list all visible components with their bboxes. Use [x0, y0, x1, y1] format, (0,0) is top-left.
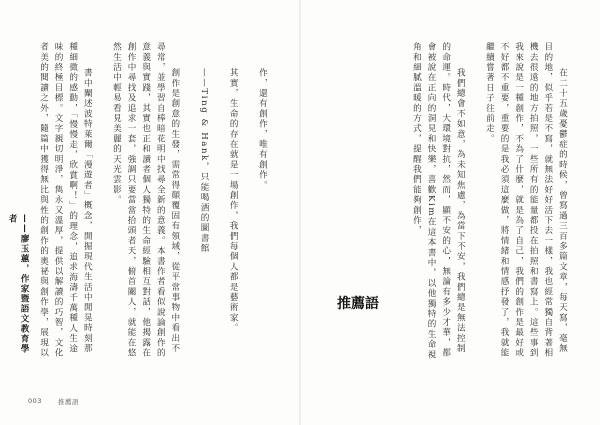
page-number-left: 003 [28, 397, 42, 405]
right-paragraph-1: 在二十五歲憂鬱症的時候，曾寫過三百多篇文章，每天寫，毫無目的地，似乎若是不寫，就無法好好活下去一樣，我也經常獨自背著相機去很遠的地方拍照，一些所有的能量都投在拍照和書寫上。這些事到我來說是一種創作，不為了什麼，就是為了自己，我們的創作是最好或不好都不重要，重要的是我必須這麼做，將情緒和情感抒發了，我就能繼續嘗著日子往前走。 [484, 42, 568, 359]
right-paragraph-2: 我們總會不如意，為未知焦慮，為當下不安，我們總是無法控制的命運。時代，大環境對抗，然而，顯不安的心，無論有多少才華，都會被說在正向的洞見和快樂，喜歡Kim在這本書中，以他獨特的生命視角和細膩溫暖的方式，提醒我們能夠創作， [411, 42, 466, 360]
left-quote-attribution-1: ——Ting & Hank，只能喝酒的圖書館 [199, 68, 210, 254]
running-title-left: 推薦語 [58, 398, 79, 406]
left-paragraph-4: 書中闡述波特萊爾「漫遊者」概念，開掘現代生活中閒晃時刻那種細微的感動，「慢慢走，欣賞啊！」的理念，追求海濤千萬種人生途味的終極目標。文字親切明淨，雋永又溫厚，提供以解讀的巧智，文化者美的閱讀之外，隨篇中獲得無比與性的創作的奧祕與創作學，展現以 [38, 42, 93, 359]
left-page-body [34, 42, 284, 360]
left-paragraph-2: 其實，生命的存在就是一場創作，我們每個人都是藝術家。 [228, 68, 239, 334]
left-quote-attribution-2: ——廖玉蕙，作家暨語文教育學者 [7, 214, 29, 354]
left-paragraph-1: 作，還有創作，唯有創作。 [257, 68, 268, 191]
right-page [300, 0, 600, 425]
chapter-title: 推薦語 [337, 296, 379, 312]
right-page-body [398, 42, 584, 360]
left-paragraph-3: 創作是創意的生發，需常得顛覆固有領域，從平常事物中看出不尋常，並學習自棒暗花明中找尋全新的意義。本書作者看似說論創作的意義與實踐，其實也正和讀者個人獨特的生命經驗相互對話，他揭露在創作中尋找及追求一套，強調只要當當拾頭者天，俯首關人，就能在悠然生活中輕易看見美麗的天光雲影。 [111, 42, 180, 359]
